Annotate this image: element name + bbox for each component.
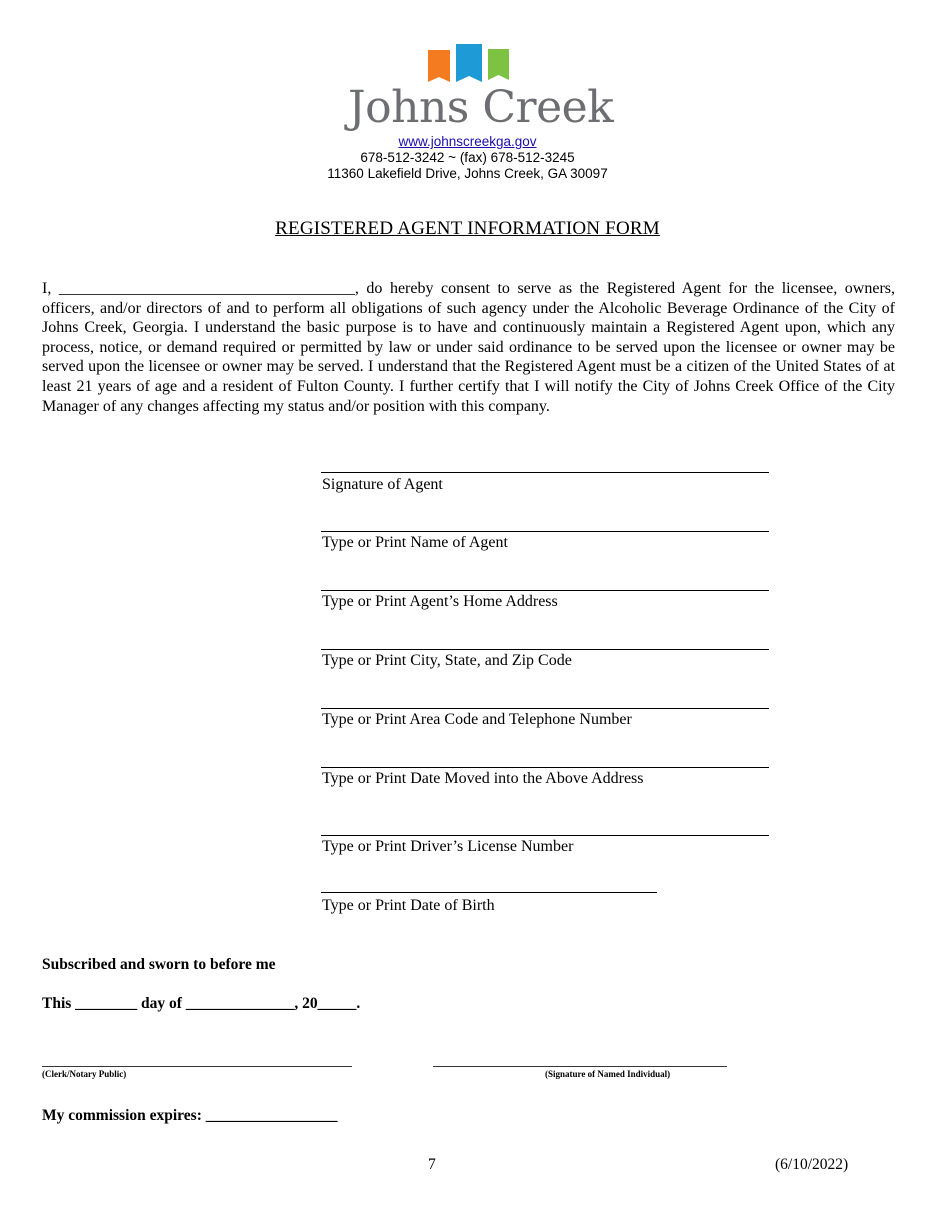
orange-flag: [428, 50, 450, 82]
telephone-line[interactable]: [321, 708, 769, 709]
individual-label: (Signature of Named Individual): [545, 1069, 671, 1079]
phone-fax: 678-512-3242 ~ (fax) 678-512-3245: [360, 150, 575, 165]
this-day-line[interactable]: This ________ day of ______________, 20_____.: [42, 995, 361, 1012]
home-address-label: Type or Print Agent’s Home Address: [322, 593, 558, 610]
signature-line[interactable]: [321, 472, 769, 473]
revision-date: (6/10/2022): [775, 1156, 849, 1173]
home-address-line[interactable]: [321, 590, 769, 591]
clerk-signature-line[interactable]: ________________________________________: [42, 1052, 352, 1069]
blue-flag: [456, 44, 482, 82]
website-link[interactable]: www.johnscreekga.gov: [398, 134, 537, 149]
logo-flags-icon: [428, 44, 510, 86]
telephone-label: Type or Print Area Code and Telephone Number: [322, 711, 632, 728]
sworn-heading: Subscribed and sworn to before me: [42, 956, 276, 973]
individual-signature-line[interactable]: ______________________________________: [433, 1052, 727, 1069]
green-flag: [488, 49, 509, 80]
drivers-license-line[interactable]: [321, 835, 769, 836]
agent-name-label: Type or Print Name of Agent: [322, 534, 508, 551]
dob-line[interactable]: [321, 892, 657, 893]
dob-label: Type or Print Date of Birth: [322, 897, 495, 914]
agent-name-line[interactable]: [321, 531, 769, 532]
date-moved-line[interactable]: [321, 767, 769, 768]
signature-label: Signature of Agent: [322, 476, 443, 493]
page-number: 7: [428, 1156, 436, 1173]
clerk-label: (Clerk/Notary Public): [42, 1069, 127, 1079]
city-state-zip-line[interactable]: [321, 649, 769, 650]
logo-wordmark: Johns Creek: [348, 82, 614, 133]
date-moved-label: Type or Print Date Moved into the Above Address: [322, 770, 644, 787]
consent-paragraph: I, _____________________________________, do hereby consent to serve as the Registered Agent for the licensee, owners, officers, and/or directors of and to perform all obligations of such agency under the Alcoholic Beverage Ordinance of the City of Johns Creek, Georgia. I understand the basic purpose is to have and continuously maintain a Registered Agent upon, which any process, notice, or demand required or permitted by law or under said ordinance to be served upon the licensee or owner may be served upon the licensee or owner may be served. I understand that the Registered Agent must be a citizen of the United States of at least 21 years of age and a resident of Fulton County. I further certify that I will notify the City of Johns Creek Office of the City Manager of any changes affecting my status and/or position with this company.: [42, 280, 895, 415]
city-address: 11360 Lakefield Drive, Johns Creek, GA 30097: [327, 166, 608, 181]
form-title: REGISTERED AGENT INFORMATION FORM: [275, 218, 660, 239]
drivers-license-label: Type or Print Driver’s License Number: [322, 838, 574, 855]
city-state-zip-label: Type or Print City, State, and Zip Code: [322, 652, 572, 669]
commission-expires[interactable]: My commission expires: _________________: [42, 1107, 338, 1124]
